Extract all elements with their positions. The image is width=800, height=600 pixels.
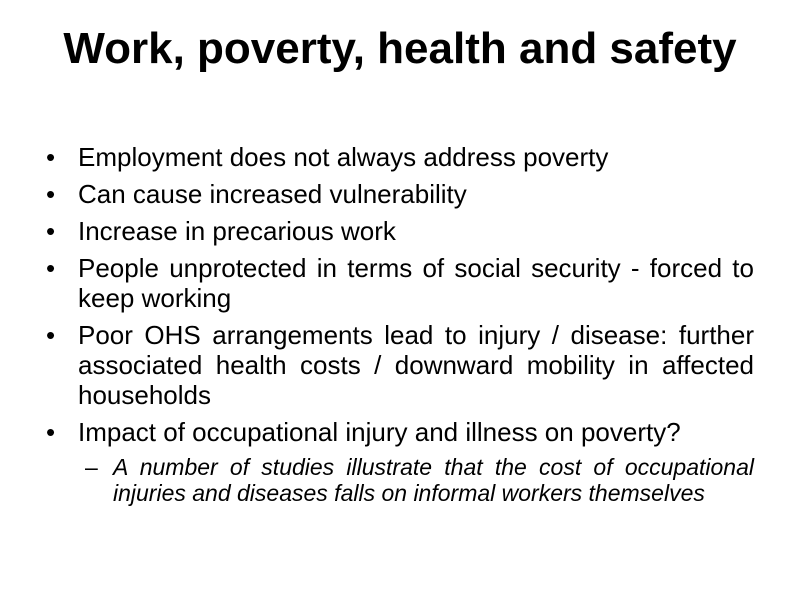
bullet-text: People unprotected in terms of social security - forced to keep working — [78, 253, 754, 313]
bullet-item — [46, 179, 754, 209]
bullet-icon: • — [46, 142, 56, 172]
sub-bullet-list — [78, 454, 754, 506]
bullet-icon: • — [46, 417, 56, 447]
bullet-text: Increase in precarious work — [78, 216, 396, 246]
bullet-list — [46, 142, 754, 513]
bullet-text: Poor OHS arrangements lead to injury / disease: further associated health costs / downward mobility in affected households — [78, 320, 754, 410]
bullet-item — [46, 320, 754, 410]
slide-title: Work, poverty, health and safety — [63, 24, 737, 73]
bullet-text: Employment does not always address poverty — [78, 142, 609, 172]
bullet-item — [46, 253, 754, 313]
bullet-icon: • — [46, 179, 56, 209]
bullet-icon: • — [46, 216, 56, 246]
bullet-item — [46, 142, 754, 172]
bullet-text: Can cause increased vulnerability — [78, 179, 467, 209]
sub-bullet-item — [78, 454, 754, 506]
dash-icon: – — [85, 454, 98, 480]
bullet-text: Impact of occupational injury and illness on poverty? — [78, 417, 681, 447]
bullet-icon: • — [46, 320, 56, 350]
bullet-icon: • — [46, 253, 56, 283]
bullet-item — [46, 216, 754, 246]
bullet-item — [46, 417, 754, 506]
sub-bullet-text: A number of studies illustrate that the cost of occupational injuries and diseases falls on informal workers themselves — [113, 454, 754, 506]
